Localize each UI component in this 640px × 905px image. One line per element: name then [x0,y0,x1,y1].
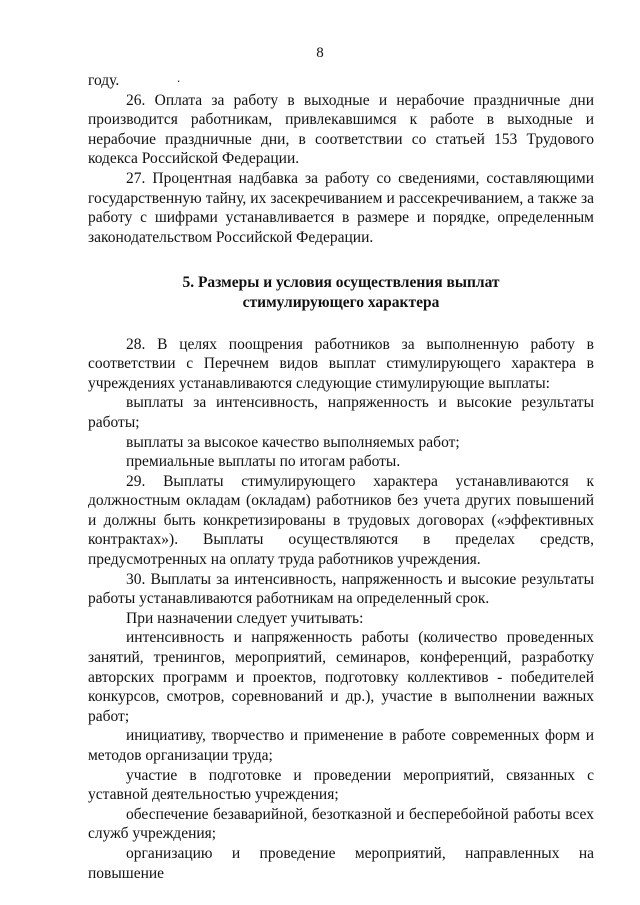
paragraph-28: 28. В целях поощрения работников за выполненную работу в соответствии с Перечнем видов выплат стимулирующего характера в учреждениях устанавливаются следующие стимулирующие выплаты: [88,335,594,392]
paragraph-30: 30. Выплаты за интенсивность, напряженность и высокие результаты работы устанавливаются работникам на определенный срок. [88,570,594,608]
criterion-intensity: интенсивность и напряженность работы (количество проведенных занятий, тренингов, мероприятий, семинаров, конференций, разработку авторских программ и проектов, подготовку коллективов - победителей конкурсов, смотров, соревнований и др.), участие в выполнении важных работ; [88,629,594,725]
section-heading-line-2: стимулирующего характера [242,293,440,311]
page-number: 8 [316,45,324,61]
paragraph-29: 29. Выплаты стимулирующего характера устанавливаются к должностным окладам (окладам) работников без учета других повышений и должны быть конкретизированы в трудовых договорах («эффективных контрактах»). Выплаты осуществляются в пределах средств, предусмотренных на оплату труда работников учреждения. [88,472,594,569]
list-item-quality: выплаты за высокое качество выполняемых работ; [126,433,460,451]
paragraph-26: 26. Оплата за работу в выходные и нерабочие праздничные дни производится работникам, привлекавшимся к работе в выходные и нерабочие праздничные дни, в соответствии со статьей 153 Трудового кодекса Российской Федерации. [88,91,594,168]
criterion-organization: организацию и проведение мероприятий, направленных на повышение [88,844,594,882]
list-item-bonus: премиальные выплаты по итогам работы. [126,453,401,471]
paragraph-continuation: году. [88,72,120,89]
paragraph-27: 27. Процентная надбавка за работу со сведениями, составляющими государственную тайну, их засекречиванием и рассекречиванием, а также за работу с шифрами устанавливается в размере и порядке, определенным законодательством Российской Федерации. [88,169,594,246]
section-heading-line-1: 5. Размеры и условия осуществления выплат [182,274,500,292]
paragraph-consider: При назначении следует учитывать: [126,609,364,627]
criterion-participation: участие в подготовке и проведении мероприятий, связанных с уставной деятельностью учреждения; [88,766,594,804]
list-item-intensity: выплаты за интенсивность, напряженность и высокие результаты работы; [88,394,594,431]
criterion-initiative: инициативу, творчество и применение в работе современных форм и методов организации труда; [88,727,594,764]
stray-mark: . [177,70,181,85]
section-heading [88,273,594,312]
criterion-reliability: обеспечение безаварийной, безотказной и бесперебойной работы всех служб учреждения; [88,805,594,843]
document-body [88,71,594,883]
